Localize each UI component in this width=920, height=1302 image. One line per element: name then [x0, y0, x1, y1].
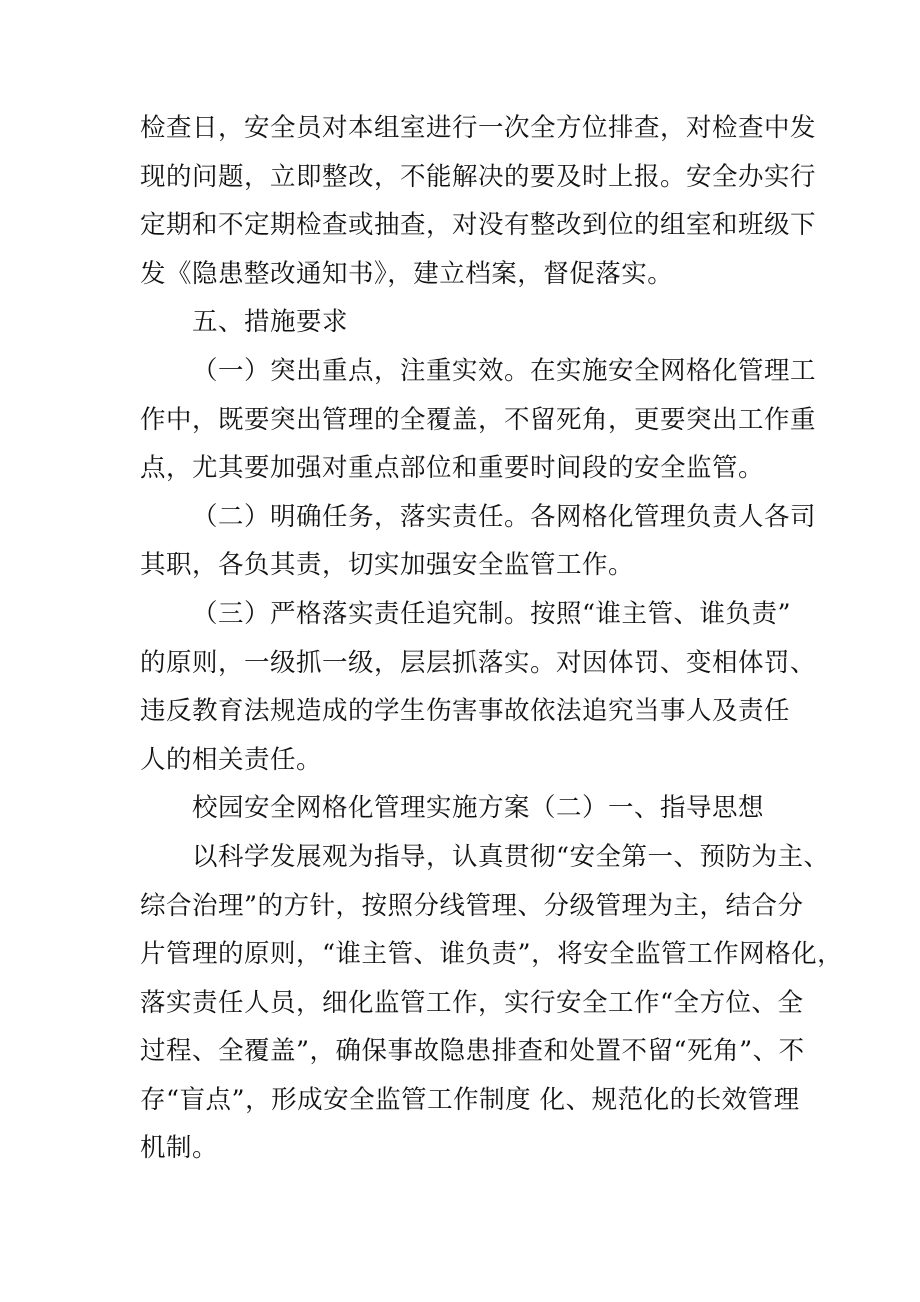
paragraph-line: 作中，既要突出管理的全覆盖，不留死角，更要突出工作重: [140, 404, 817, 435]
paragraph-line: 点，尤其要加强对重点部位和重要时间段的安全监管。: [140, 453, 765, 484]
paragraph-line: 落实责任人员，细化监管工作，实行安全工作“全方位、全: [140, 987, 804, 1018]
paragraph-line: 机制。: [140, 1133, 219, 1164]
paragraph-line: 检查日，安全员对本组室进行一次全方位排查，对检查中发: [140, 113, 817, 143]
paragraph-line: 违反教育法规造成的学生伤害事故依法追究当事人及责任: [140, 696, 791, 727]
paragraph-line: 的原则，一级抓一级，层层抓落实。对因体罚、变相体罚、: [140, 647, 817, 678]
document-body: [140, 104, 844, 1173]
paragraph-line: 过程、全覆盖”，确保事故隐患排查和处置不留“死角”、不: [140, 1036, 805, 1067]
paragraph-line: 存“盲点”，形成安全监管工作制度 化、规范化的长效管理: [140, 1084, 800, 1115]
paragraph-line: 定期和不定期检查或抽查，对没有整改到位的组室和班级下: [140, 210, 817, 241]
paragraph-line: 发《隐患整改通知书》，建立档案，督促落实。: [140, 258, 674, 289]
paragraph-line: 片管理的原则，“谁主管、谁负责”，将安全监管工作网格化，: [140, 939, 844, 970]
section-heading: 五、措施要求: [192, 307, 349, 338]
paragraph-line: （一）突出重点，注重实效。在实施安全网格化管理工: [192, 355, 817, 386]
paragraph-line: （三）严格落实责任追究制。按照“谁主管、谁负责”: [192, 598, 792, 629]
paragraph-line: 以科学发展观为指导，认真贯彻“安全第一、预防为主、: [192, 841, 830, 872]
paragraph-line: 其职，各负其责，切实加强安全监管工作。: [140, 550, 635, 581]
paragraph-line: （二）明确任务，落实责任。各网格化管理负责人各司: [192, 501, 817, 532]
paragraph-line: 现的问题，立即整改，不能解决的要及时上报。安全办实行: [140, 161, 817, 192]
paragraph-line: 综合治理”的方针，按照分线管理、分级管理为主，结合分: [140, 890, 804, 921]
section-heading: 校园安全网格化管理实施方案（二）一、指导思想: [192, 793, 765, 824]
paragraph-line: 人的相关责任。: [140, 744, 323, 775]
